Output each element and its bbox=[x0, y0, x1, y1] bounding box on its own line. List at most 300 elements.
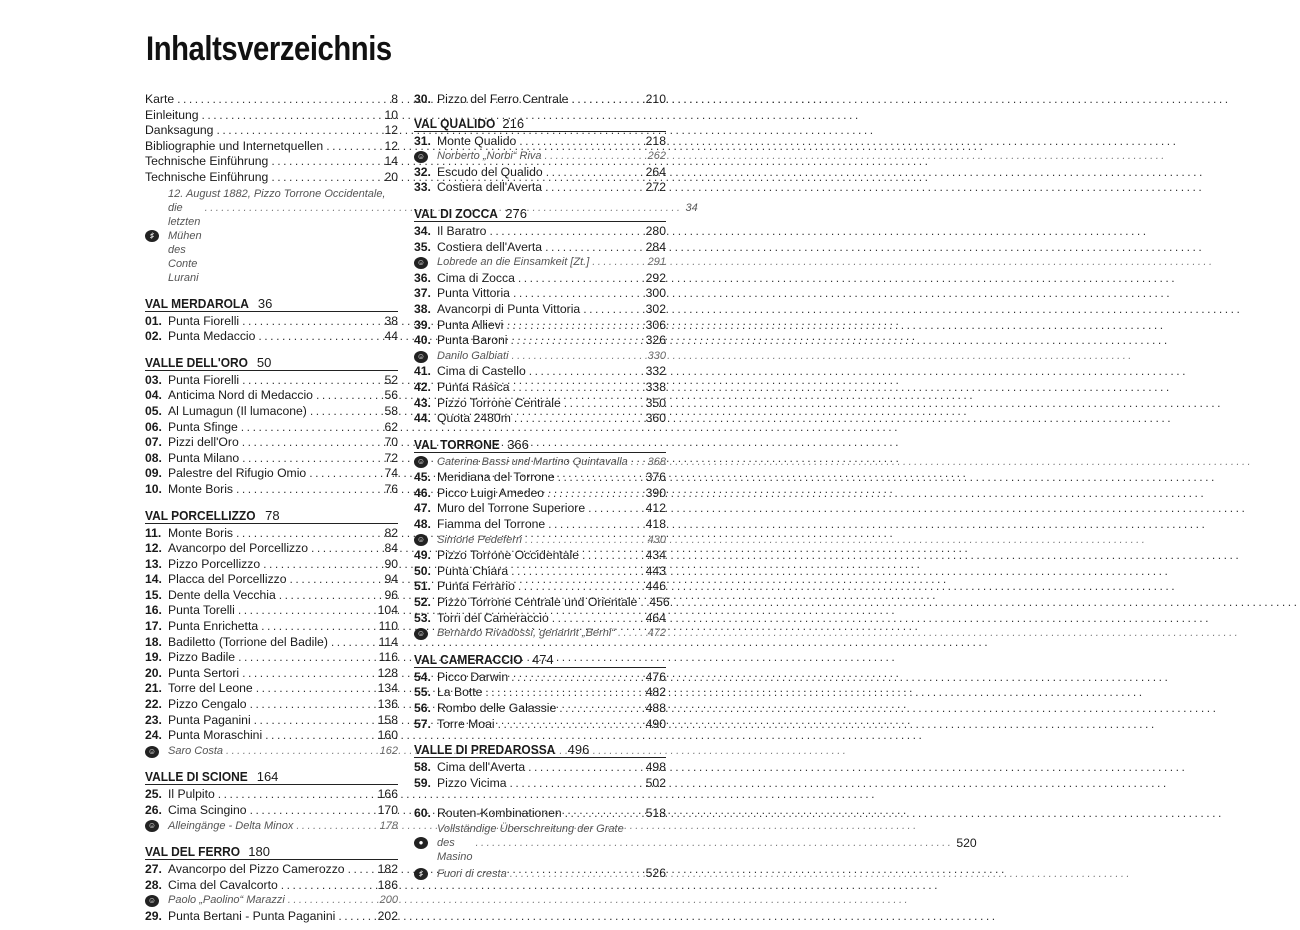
toc-entry[interactable] bbox=[414, 271, 666, 287]
toc-entry[interactable] bbox=[414, 396, 666, 412]
entry-label: Danilo Galbiati bbox=[437, 349, 509, 362]
section-header[interactable] bbox=[145, 350, 398, 371]
toc-entry[interactable] bbox=[145, 909, 398, 925]
toc-entry[interactable] bbox=[414, 486, 666, 502]
entry-number: 60. bbox=[414, 806, 431, 821]
leader-dots bbox=[525, 533, 645, 549]
leader-dots bbox=[640, 595, 646, 611]
toc-entry[interactable] bbox=[145, 139, 398, 155]
toc-entry[interactable] bbox=[414, 333, 666, 349]
entry-number: 06. bbox=[145, 419, 162, 434]
entry-label: Simone Pedeferri bbox=[437, 533, 522, 546]
entry-number: 26. bbox=[145, 803, 162, 817]
section-header[interactable] bbox=[414, 647, 666, 668]
toc-entry[interactable] bbox=[145, 435, 398, 451]
person-icon: ☺ bbox=[414, 257, 428, 269]
toc-entry[interactable] bbox=[414, 165, 666, 181]
section-title: VALLE DELL'ORO bbox=[145, 354, 248, 370]
entry-number: 31. bbox=[414, 133, 431, 148]
entry-page: 12 bbox=[384, 138, 398, 153]
leader-dots bbox=[279, 588, 382, 604]
toc-entry[interactable] bbox=[145, 666, 398, 682]
entry-number: 18. bbox=[145, 634, 162, 649]
toc-entry[interactable] bbox=[145, 603, 398, 619]
toc-entry[interactable] bbox=[414, 411, 666, 427]
toc-entry[interactable] bbox=[145, 329, 398, 345]
entry-number: 23. bbox=[145, 712, 162, 727]
entry-page: 434 bbox=[645, 548, 666, 563]
entry-label: Al Lumagun (Il lumacone) bbox=[168, 403, 307, 418]
entry-label: Muro del Torrone Superiore bbox=[437, 501, 586, 516]
leader-dots bbox=[510, 333, 642, 349]
entry-page: 58 bbox=[384, 403, 398, 418]
entry-label: Punta Sertori bbox=[168, 665, 240, 680]
section-page: 50 bbox=[256, 354, 272, 370]
section-header[interactable] bbox=[414, 201, 666, 222]
section-title: VAL PORCELLIZZO bbox=[145, 507, 256, 523]
leader-dots bbox=[498, 717, 643, 733]
section-header[interactable] bbox=[414, 111, 666, 132]
leader-dots bbox=[177, 92, 388, 108]
entry-number: 11. bbox=[145, 525, 162, 540]
entry-label: Punta Baroni bbox=[437, 333, 508, 348]
entry-number: 37. bbox=[414, 286, 431, 301]
intro-story-line1: 12. August 1882, Pizzo Torrone Occidentale, bbox=[168, 187, 386, 200]
leader-dots bbox=[238, 603, 375, 619]
leader-dots bbox=[216, 123, 381, 139]
entry-number: 03. bbox=[145, 372, 162, 387]
toc-entry[interactable] bbox=[414, 286, 666, 302]
entry-label: Monte Qualido bbox=[437, 133, 517, 148]
entry-label: Avancorpo del Porcellizzo bbox=[168, 541, 309, 556]
toc-entry[interactable] bbox=[414, 548, 666, 564]
entry-page: 262 bbox=[647, 150, 666, 163]
toc-entry[interactable] bbox=[145, 572, 398, 588]
portrait-entry[interactable] bbox=[414, 255, 666, 271]
leader-dots bbox=[271, 170, 381, 186]
entry-number: 14. bbox=[145, 572, 162, 587]
entry-number: 40. bbox=[414, 333, 431, 348]
leader-dots bbox=[582, 548, 643, 564]
extra-story-page: 520 bbox=[956, 835, 977, 850]
portrait-entry[interactable] bbox=[145, 819, 398, 835]
leader-dots bbox=[309, 466, 381, 482]
toc-entry[interactable] bbox=[414, 701, 666, 717]
leader-dots bbox=[263, 557, 381, 573]
leader-dots bbox=[242, 435, 382, 451]
section-header[interactable] bbox=[414, 432, 666, 453]
toc-entry[interactable] bbox=[145, 388, 398, 404]
toc-entry[interactable] bbox=[145, 123, 398, 139]
entry-number: 52. bbox=[414, 595, 431, 610]
toc-entry[interactable] bbox=[414, 134, 666, 150]
entry-page: 178 bbox=[379, 819, 398, 832]
toc-entry[interactable] bbox=[145, 154, 398, 170]
entry-label: Pizzo Badile bbox=[168, 650, 236, 665]
leader-dots bbox=[588, 501, 643, 517]
entry-number: 54. bbox=[414, 669, 431, 684]
entry-label: Badiletto (Torrione del Badile) bbox=[168, 634, 328, 649]
leader-dots bbox=[511, 564, 643, 580]
portrait-entry[interactable] bbox=[145, 744, 398, 760]
leader-dots bbox=[331, 635, 376, 651]
toc-entry[interactable] bbox=[414, 224, 666, 240]
toc-entry[interactable] bbox=[145, 451, 398, 467]
entry-label: Placca del Porcellizzo bbox=[168, 572, 287, 587]
entry-label: Il Pulpito bbox=[168, 787, 215, 802]
toc-entry[interactable] bbox=[145, 557, 398, 573]
section-title: VAL QUALIDO bbox=[414, 115, 496, 131]
entry-page: 116 bbox=[378, 650, 398, 665]
section-header[interactable] bbox=[145, 764, 398, 785]
section-page: 216 bbox=[502, 115, 525, 131]
toc-entry[interactable] bbox=[145, 728, 398, 744]
leader-dots bbox=[311, 541, 381, 557]
entry-label: Lobrede an die Einsamkeit [Zt.] bbox=[437, 256, 590, 269]
toc-entry[interactable] bbox=[145, 635, 398, 651]
entry-page: 284 bbox=[645, 239, 666, 254]
leader-dots bbox=[290, 572, 382, 588]
entry-number: 29. bbox=[145, 908, 162, 923]
entry-number: 42. bbox=[414, 379, 431, 394]
section-page: 474 bbox=[531, 651, 554, 667]
toc-entry[interactable] bbox=[414, 579, 666, 595]
toc-entry[interactable] bbox=[414, 760, 666, 776]
entry-page: 8 bbox=[391, 92, 398, 106]
entry-page: 368 bbox=[647, 455, 666, 468]
entry-page: 76 bbox=[384, 481, 398, 496]
entry-label: Pizzo Torrone Centrale und Orientale bbox=[437, 595, 638, 610]
entry-page: 134 bbox=[377, 681, 398, 696]
section-header[interactable] bbox=[414, 737, 666, 758]
leader-dots bbox=[242, 373, 381, 389]
entry-label: Quota 2480m bbox=[437, 411, 511, 426]
leader-dots bbox=[548, 517, 643, 533]
entry-label: Punta Sfinge bbox=[168, 419, 238, 434]
entry-page: 20 bbox=[384, 169, 398, 184]
leader-dots bbox=[510, 776, 643, 792]
portrait-entry[interactable] bbox=[414, 149, 666, 165]
entry-number: 12. bbox=[145, 541, 162, 556]
leader-dots bbox=[511, 670, 643, 686]
leader-dots bbox=[271, 154, 381, 170]
entry-page: 350 bbox=[645, 395, 666, 410]
portrait-entry[interactable] bbox=[414, 533, 666, 549]
leader-dots bbox=[261, 619, 375, 635]
entry-label: Punta Vittoria bbox=[437, 286, 510, 301]
toc-entry[interactable] bbox=[145, 681, 398, 697]
entry-label: Il Baratro bbox=[437, 223, 487, 238]
entry-page: 488 bbox=[645, 701, 666, 715]
entry-number: 02. bbox=[145, 329, 162, 344]
portrait-entry[interactable] bbox=[414, 455, 666, 471]
entry-number: 33. bbox=[414, 180, 431, 195]
entry-label: La Botte bbox=[437, 685, 483, 700]
entry-label: Monte Boris bbox=[168, 525, 234, 540]
leader-dots bbox=[510, 867, 643, 883]
entry-page: 72 bbox=[384, 450, 398, 465]
entry-page: 90 bbox=[384, 556, 398, 571]
entry-page: 202 bbox=[377, 908, 398, 923]
toc-entry[interactable] bbox=[414, 240, 666, 256]
toc-entry[interactable] bbox=[145, 697, 398, 713]
entry-label: Paolo „Paolino“ Marazzi bbox=[168, 894, 285, 907]
entry-page: 300 bbox=[645, 286, 666, 301]
portrait-entry[interactable] bbox=[145, 893, 398, 909]
entry-number: 56. bbox=[414, 701, 431, 715]
entry-label: Bibliographie und Internetquellen bbox=[145, 138, 324, 153]
toc-entry[interactable] bbox=[414, 92, 666, 108]
toc-entry[interactable] bbox=[145, 404, 398, 420]
entry-number: 57. bbox=[414, 716, 431, 731]
extra-story-line1: Vollständige Überschreitung der Grate bbox=[437, 822, 624, 835]
entry-number: 20. bbox=[145, 665, 162, 680]
entry-number: 22. bbox=[145, 697, 162, 712]
entry-label: Cima di Zocca bbox=[437, 270, 515, 285]
entry-number: 13. bbox=[145, 556, 162, 571]
toc-entry[interactable] bbox=[414, 318, 666, 334]
section-title: VAL MERDAROLA bbox=[145, 295, 249, 311]
leader-dots bbox=[552, 611, 643, 627]
toc-entry[interactable] bbox=[145, 878, 398, 894]
leader-dots bbox=[545, 149, 645, 165]
leader-dots bbox=[256, 681, 375, 697]
entry-number: 45. bbox=[414, 470, 431, 485]
page-title: Inhaltsverzeichnis bbox=[146, 30, 392, 68]
entry-page: 498 bbox=[645, 760, 666, 775]
toc-entry[interactable] bbox=[145, 314, 398, 330]
entry-label: Saro Costa bbox=[168, 744, 224, 757]
entry-page: 218 bbox=[645, 133, 666, 148]
leader-dots bbox=[489, 224, 642, 240]
entry-number: 28. bbox=[145, 877, 162, 892]
toc-right-column bbox=[414, 92, 977, 882]
entry-page: 96 bbox=[384, 587, 398, 602]
entry-label: Monte Boris bbox=[168, 481, 234, 496]
toc-entry[interactable] bbox=[414, 501, 666, 517]
toc-entry[interactable] bbox=[145, 650, 398, 666]
toc-entry[interactable] bbox=[414, 685, 666, 701]
entry-page: 280 bbox=[645, 223, 666, 238]
leader-dots bbox=[242, 666, 375, 682]
leader-dots bbox=[571, 92, 642, 108]
leader-dots bbox=[518, 579, 643, 595]
leader-dots bbox=[547, 486, 643, 502]
toc-entry[interactable] bbox=[414, 517, 666, 533]
entry-page: 502 bbox=[645, 775, 666, 790]
portrait-entry[interactable] bbox=[414, 626, 666, 642]
entry-page: 490 bbox=[645, 716, 666, 731]
toc-entry[interactable] bbox=[145, 526, 398, 542]
toc-entry[interactable] bbox=[145, 92, 398, 108]
entry-label: Technische Einführung bbox=[145, 154, 269, 169]
leader-dots bbox=[475, 836, 953, 864]
entry-page: 526 bbox=[645, 865, 666, 880]
leader-dots bbox=[316, 388, 381, 404]
leader-dots bbox=[258, 329, 381, 345]
toc-entry[interactable] bbox=[414, 595, 670, 611]
toc-entry[interactable] bbox=[145, 170, 398, 186]
leader-dots bbox=[559, 701, 642, 717]
entry-page: 291 bbox=[647, 256, 666, 269]
entry-label: Fuori di cresta bbox=[437, 867, 507, 880]
person-icon: ☺ bbox=[145, 820, 159, 832]
toc-entry[interactable] bbox=[414, 380, 666, 396]
entry-page: 443 bbox=[645, 563, 666, 578]
toc-entry[interactable] bbox=[145, 619, 398, 635]
entry-page: 162 bbox=[379, 744, 398, 757]
section-page: 276 bbox=[505, 205, 527, 221]
toc-entry[interactable] bbox=[414, 470, 666, 486]
entry-page: 326 bbox=[645, 333, 666, 348]
leader-dots bbox=[250, 697, 375, 713]
leader-dots bbox=[514, 411, 643, 427]
entry-label: Danksagung bbox=[145, 123, 214, 138]
entry-number: 05. bbox=[145, 403, 162, 418]
entry-label: Rombo delle Galassie bbox=[437, 701, 557, 715]
entry-label: Punta Ferrario bbox=[437, 579, 515, 594]
toc-entry[interactable] bbox=[145, 862, 398, 878]
leader-dots bbox=[558, 470, 643, 486]
leader-dots bbox=[529, 364, 643, 380]
entry-label: Bernardo Rivadossi, genannt „Berni“ bbox=[437, 627, 615, 640]
leader-dots bbox=[506, 318, 642, 334]
entry-label: Torri del Cameraccio bbox=[437, 610, 549, 625]
toc-entry[interactable] bbox=[145, 803, 398, 819]
toc-entry[interactable] bbox=[145, 420, 398, 436]
leader-dots bbox=[296, 819, 376, 835]
entry-label: Torre Moai bbox=[437, 716, 495, 731]
entry-number: 58. bbox=[414, 760, 431, 775]
leader-dots bbox=[242, 314, 381, 330]
entry-number: 34. bbox=[414, 223, 431, 238]
leader-dots bbox=[236, 482, 381, 498]
toc-entry[interactable] bbox=[145, 541, 398, 557]
leader-dots bbox=[218, 787, 375, 803]
section-page: 496 bbox=[567, 742, 590, 758]
section-title: VALLE DI SCIONE bbox=[145, 769, 248, 785]
leader-dots bbox=[545, 240, 643, 256]
entry-label: Punta Milano bbox=[168, 450, 240, 465]
leader-dots bbox=[512, 349, 645, 365]
entry-label: Dente della Vecchia bbox=[168, 587, 276, 602]
portrait-entry[interactable] bbox=[414, 349, 666, 365]
entry-label: Cima del Cavalcorto bbox=[168, 877, 278, 892]
entry-number: 36. bbox=[414, 270, 431, 285]
entry-page: 38 bbox=[384, 313, 398, 328]
entry-number: 10. bbox=[145, 481, 162, 496]
entry-page: 62 bbox=[384, 419, 398, 434]
entry-label: Punta Paganini bbox=[168, 712, 251, 727]
entry-number: 51. bbox=[414, 579, 431, 594]
entry-label: Anticima Nord di Medaccio bbox=[168, 388, 313, 403]
toc-entry[interactable] bbox=[145, 108, 398, 124]
toc-entry[interactable] bbox=[414, 670, 666, 686]
entry-number: 35. bbox=[414, 239, 431, 254]
toc-entry[interactable] bbox=[414, 611, 666, 627]
section-page: 366 bbox=[507, 436, 529, 452]
section-title: VAL DEL FERRO bbox=[145, 844, 241, 860]
toc-entry[interactable] bbox=[414, 364, 666, 380]
leader-dots bbox=[288, 893, 377, 909]
entry-number: 46. bbox=[414, 485, 431, 500]
toc-entry[interactable] bbox=[414, 717, 666, 733]
entry-label: Punta Fiorelli bbox=[168, 313, 240, 328]
person-icon: ☺ bbox=[414, 628, 428, 640]
person-icon: ● bbox=[414, 837, 428, 849]
entry-label: Cima Scingino bbox=[168, 803, 247, 817]
entry-label: Technische Einführung bbox=[145, 169, 269, 184]
section-page: 78 bbox=[265, 507, 280, 523]
toc-entry[interactable] bbox=[145, 787, 398, 803]
entry-page: 128 bbox=[377, 665, 398, 680]
toc-entry[interactable] bbox=[145, 466, 398, 482]
person-icon: ☺ bbox=[414, 151, 428, 163]
entry-page: 302 bbox=[645, 301, 666, 316]
leader-dots bbox=[528, 760, 643, 776]
entry-page: 44 bbox=[384, 329, 398, 344]
entry-number: 59. bbox=[414, 775, 431, 790]
toc-entry[interactable] bbox=[414, 302, 666, 318]
toc-entry[interactable] bbox=[145, 713, 398, 729]
entry-page: 456 bbox=[649, 595, 670, 610]
toc-entry[interactable] bbox=[145, 588, 398, 604]
toc-entry[interactable] bbox=[414, 806, 666, 822]
entry-label: Pizzo Torrone Occidentale bbox=[437, 548, 580, 563]
hiker-icon: ♯ bbox=[145, 230, 159, 242]
leader-dots bbox=[281, 878, 375, 894]
section-page: 36 bbox=[257, 295, 273, 311]
entry-page: 182 bbox=[377, 862, 398, 877]
entry-label: Caterina Bassi und Martino Quintavalla bbox=[437, 455, 628, 468]
entry-page: 12 bbox=[384, 123, 398, 138]
toc-entry[interactable] bbox=[414, 776, 666, 792]
leader-dots bbox=[545, 180, 643, 196]
section-header[interactable] bbox=[145, 503, 398, 524]
leader-dots bbox=[202, 108, 382, 124]
entry-label: Punta Chiara bbox=[437, 563, 509, 578]
entry-label: Pizzo Cengalo bbox=[168, 697, 247, 712]
leader-dots bbox=[518, 271, 643, 287]
entry-label: Cima dell'Averta bbox=[437, 760, 526, 775]
extra-story-entry[interactable] bbox=[414, 822, 977, 864]
leader-dots bbox=[338, 909, 374, 925]
entry-label: Punta Allievi bbox=[437, 317, 504, 332]
entry-label: Cima di Castello bbox=[437, 364, 526, 379]
section-header[interactable] bbox=[145, 839, 398, 860]
toc-entry[interactable] bbox=[145, 482, 398, 498]
hiker-icon: ♯ bbox=[414, 868, 428, 880]
leader-dots bbox=[310, 404, 382, 420]
entry-page: 272 bbox=[645, 180, 666, 195]
entry-number: 44. bbox=[414, 411, 431, 426]
toc-entry[interactable] bbox=[414, 180, 666, 196]
entry-number: 19. bbox=[145, 650, 162, 665]
entry-number: 50. bbox=[414, 563, 431, 578]
toc-entry[interactable] bbox=[145, 373, 398, 389]
entry-label: Punta Medaccio bbox=[168, 329, 256, 344]
leader-dots bbox=[592, 255, 644, 271]
toc-entry[interactable] bbox=[414, 564, 666, 580]
entry-number: 04. bbox=[145, 388, 162, 403]
last-story-entry[interactable] bbox=[414, 866, 666, 882]
entry-label: Punta Enrichetta bbox=[168, 619, 259, 634]
leader-dots bbox=[513, 380, 643, 396]
section-header[interactable] bbox=[145, 291, 398, 312]
section-page: 164 bbox=[256, 769, 279, 785]
leader-dots bbox=[618, 626, 645, 642]
entry-page: 84 bbox=[384, 541, 398, 556]
